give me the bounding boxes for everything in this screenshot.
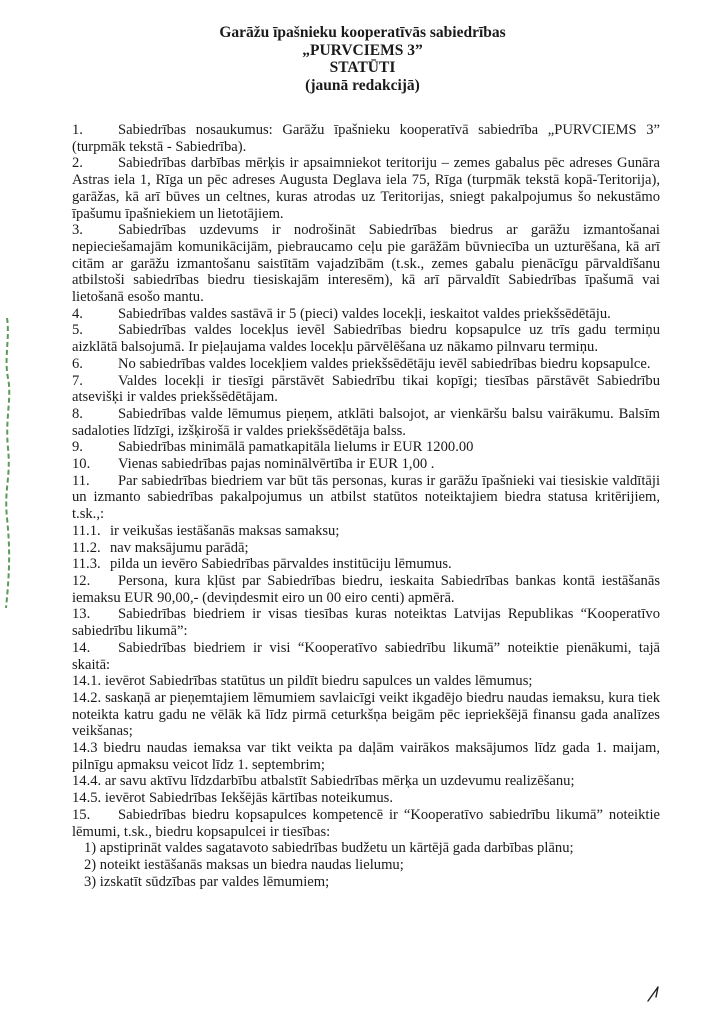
handwritten-initial-mark (644, 983, 672, 1005)
paragraph: 4. Sabiedrības valdes sastāvā ir 5 (pieci) valdes locekļi, ieskaitot valdes priekšsēdētāju. (72, 305, 611, 322)
paragraph: 11. Par sabiedrības biedriem var būt tās personas, kuras ir garāžu īpašnieki vai tiesiskie valdītāji un izmanto sabiedrības pakalpojumus un atbilst statūtos noteiktajiem biedra statusa kritērijiem, t.sk.,: (72, 472, 660, 523)
paragraph: 7. Valdes locekļi ir tiesīgi pārstāvēt Sabiedrību tikai kopīgi; tiesības pārstāvēt Sabiedrību atsevišķi ir valdes priekšsēdētājam. (72, 372, 660, 406)
header-name-line: „PURVCIEMS 3” (302, 41, 423, 59)
paragraph: 2. Sabiedrības darbības mērķis ir apsaimniekot teritoriju – zemes gabalus pēc adreses Gunāra Astras iela 1, Rīga un pēc adreses Augusta Deglava iela 75, Rīga (turpmāk tekstā kopā-Teritorija), garāžas, kā arī būves un celtnes, kuras atrodas uz Teritorijas, sniegt pakalpojumus šo nekustāmo īpašumu īpašniekiem un lietotājiem. (72, 155, 660, 222)
paragraph: 3. Sabiedrības uzdevums ir nodrošināt Sabiedrības biedrus ar garāžu izmantošanai nepieciešamajām komunikācijām, piebraucamo ceļu pie garāžām būvniecība un uzturēšana, kā arī citām ar garāžu izmantošanu saistītām vajadzībām (t.sk., zemes gabalu pienācīgu pārvaldīšanu atbilstoši sabiedrības biedru tiesiskajām interesēm), kā arī pārvaldīt Sabiedrības īpašumā vai lietošanā esošo mantu. (72, 222, 660, 306)
list-item: 3) izskatīt sūdzības par valdes lēmumiem; (84, 873, 330, 890)
subparagraph: 11.2. nav maksājumu parādā; (72, 539, 249, 556)
header-title: STATŪTI (329, 59, 396, 76)
paragraph: 10. Vienas sabiedrības pajas nominālvērtība ir EUR 1,00 . (72, 456, 435, 473)
paragraph: 9. Sabiedrības minimālā pamatkapitāla lielums ir EUR 1200.00 (72, 439, 474, 456)
paragraph: 5. Sabiedrības valdes locekļus ievēl Sabiedrības biedru kopsapulce uz trīs gadu termiņu aizklātā balsojumā. Ir pieļaujama valdes locekļu pārvēlēšana uz nākamo pilnvaru termiņu. (72, 322, 660, 356)
list-item: 1) apstiprināt valdes sagatavoto sabiedrības budžetu un kārtējā gada darbības plānu; (84, 840, 574, 857)
subparagraph: 11.3. pilda un ievēro Sabiedrības pārvaldes institūciju lēmumus. (72, 556, 452, 573)
subparagraph: 11.1. ir veikušas iestāšanās maksas samaksu; (72, 522, 340, 539)
paragraph: 6. No sabiedrības valdes locekļiem valdes priekšsēdētāju ievēl sabiedrības biedru kopsapulce. (72, 355, 651, 372)
subparagraph: 14.5. ievērot Sabiedrības Iekšējās kārtības noteikumus. (72, 790, 393, 807)
header-subtitle: (jaunā redakcijā) (305, 76, 420, 94)
paragraph: 13. Sabiedrības biedriem ir visas tiesības kuras noteiktas Latvijas Republikas “Kooperatīvo sabiedrību likumā”: (72, 606, 660, 640)
subparagraph: 14.2. saskaņā ar pieņemtajiem lēmumiem savlaicīgi veikt ikgadējo biedru naudas iemaksu, kura tiek noteikta katru gadu ne vēlāk kā līdz pirmā ceturkšņa beigām pēc iepriekšējā finansu gada analīzes veikšanas; (72, 689, 660, 740)
paragraph: 14. Sabiedrības biedriem ir visi “Kooperatīvo sabiedrību likumā” noteiktie pienākumi, tajā skaitā: (72, 639, 660, 673)
paragraph: 1. Sabiedrības nosaukumus: Garāžu īpašnieku kooperatīvā sabiedrība „PURVCIEMS 3” (turpmāk tekstā - Sabiedrība). (72, 122, 660, 155)
binding-thread-mark (0, 318, 14, 608)
paragraph: 12. Persona, kura kļūst par Sabiedrības biedru, ieskaita Sabiedrības bankas kontā iestāšanās iemaksu EUR 90,00,- (deviņdesmit eiro un 00 eiro centi) apmērā. (72, 572, 660, 606)
subparagraph: 14.3 biedru naudas iemaksa var tikt veikta pa daļām vairākos maksājumos līdz gada 1. maijam, pilnīgu apmaksu veicot līdz 1. septembrim; (72, 740, 660, 773)
list-item: 2) noteikt iestāšanās maksas un biedra naudas lielumu; (84, 856, 404, 873)
header-org-line: Garāžu īpašnieku kooperatīvās sabiedrības (219, 24, 506, 41)
subparagraph: 14.4. ar savu aktīvu līdzdarbību atbalstīt Sabiedrības mērķa un uzdevumu realizēšanu; (72, 773, 575, 790)
subparagraph: 14.1. ievērot Sabiedrības statūtus un pildīt biedru sapulces un valdes lēmumus; (72, 673, 533, 690)
document-header (0, 24, 725, 94)
paragraph: 8. Sabiedrības valde lēmumus pieņem, atklāti balsojot, ar vienkāršu balsu vairākumu. Balsīm sadaloties līdzīgi, izšķirošā ir valdes priekšsēdētāja balss. (72, 405, 660, 439)
document-body (72, 122, 660, 890)
paragraph: 15. Sabiedrības biedru kopsapulces kompetencē ir “Kooperatīvo sabiedrību likumā” noteiktie lēmumi, t.sk., biedru kopsapulcei ir tiesības: (72, 806, 660, 840)
